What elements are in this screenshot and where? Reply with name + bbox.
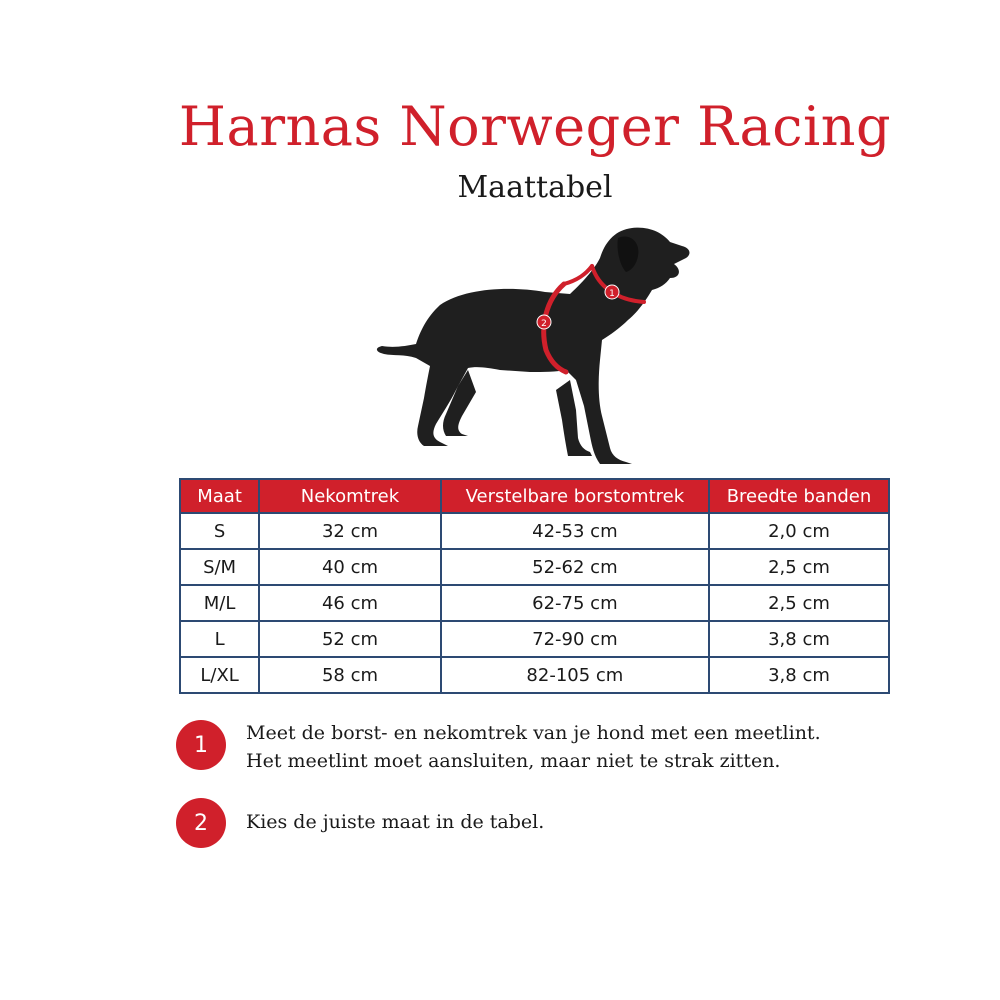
cell-nekomtrek: 32 cm: [259, 513, 441, 549]
cell-breedte: 3,8 cm: [709, 657, 889, 693]
cell-nekomtrek: 52 cm: [259, 621, 441, 657]
table-row: [180, 513, 889, 549]
header-maat: Maat: [180, 479, 259, 513]
dog-silhouette: [377, 228, 690, 464]
cell-borstomtrek: 72-90 cm: [441, 621, 709, 657]
header-nekomtrek: Nekomtrek: [259, 479, 441, 513]
cell-nekomtrek: 40 cm: [259, 549, 441, 585]
step-2-text: [246, 808, 544, 836]
step-1-line-1: Meet de borst- en nekomtrek van je hond met een meetlint.: [246, 722, 821, 744]
step-1: [176, 720, 821, 775]
step-1-line-2: Het meetlint moet aansluiten, maar niet te strak zitten.: [246, 750, 781, 772]
table-header-row: [180, 479, 889, 513]
page-subtitle: Maattabel: [457, 170, 613, 205]
table-row: [180, 657, 889, 693]
step-2-line-1: Kies de juiste maat in de tabel.: [246, 811, 545, 833]
dog-harness-illustration: [370, 220, 710, 470]
step-2-badge: 2: [176, 798, 226, 848]
cell-borstomtrek: 52-62 cm: [441, 549, 709, 585]
cell-borstomtrek: 42-53 cm: [441, 513, 709, 549]
page-title: Harnas Norweger Racing: [178, 95, 892, 158]
cell-maat: L/XL: [180, 657, 259, 693]
cell-nekomtrek: 58 cm: [259, 657, 441, 693]
marker-1-label: 1: [609, 289, 615, 299]
header-borstomtrek: Verstelbare borstomtrek: [441, 479, 709, 513]
cell-breedte: 2,5 cm: [709, 585, 889, 621]
cell-nekomtrek: 46 cm: [259, 585, 441, 621]
cell-maat: M/L: [180, 585, 259, 621]
cell-breedte: 2,5 cm: [709, 549, 889, 585]
cell-breedte: 2,0 cm: [709, 513, 889, 549]
table-row: [180, 585, 889, 621]
cell-maat: S: [180, 513, 259, 549]
step-1-badge: 1: [176, 720, 226, 770]
header-breedte: Breedte banden: [709, 479, 889, 513]
table-row: [180, 621, 889, 657]
marker-2-label: 2: [541, 319, 547, 329]
step-2: [176, 798, 544, 848]
cell-borstomtrek: 82-105 cm: [441, 657, 709, 693]
cell-maat: L: [180, 621, 259, 657]
step-1-text: [246, 719, 821, 775]
cell-maat: S/M: [180, 549, 259, 585]
size-table: [179, 478, 890, 694]
cell-breedte: 3,8 cm: [709, 621, 889, 657]
table-row: [180, 549, 889, 585]
cell-borstomtrek: 62-75 cm: [441, 585, 709, 621]
